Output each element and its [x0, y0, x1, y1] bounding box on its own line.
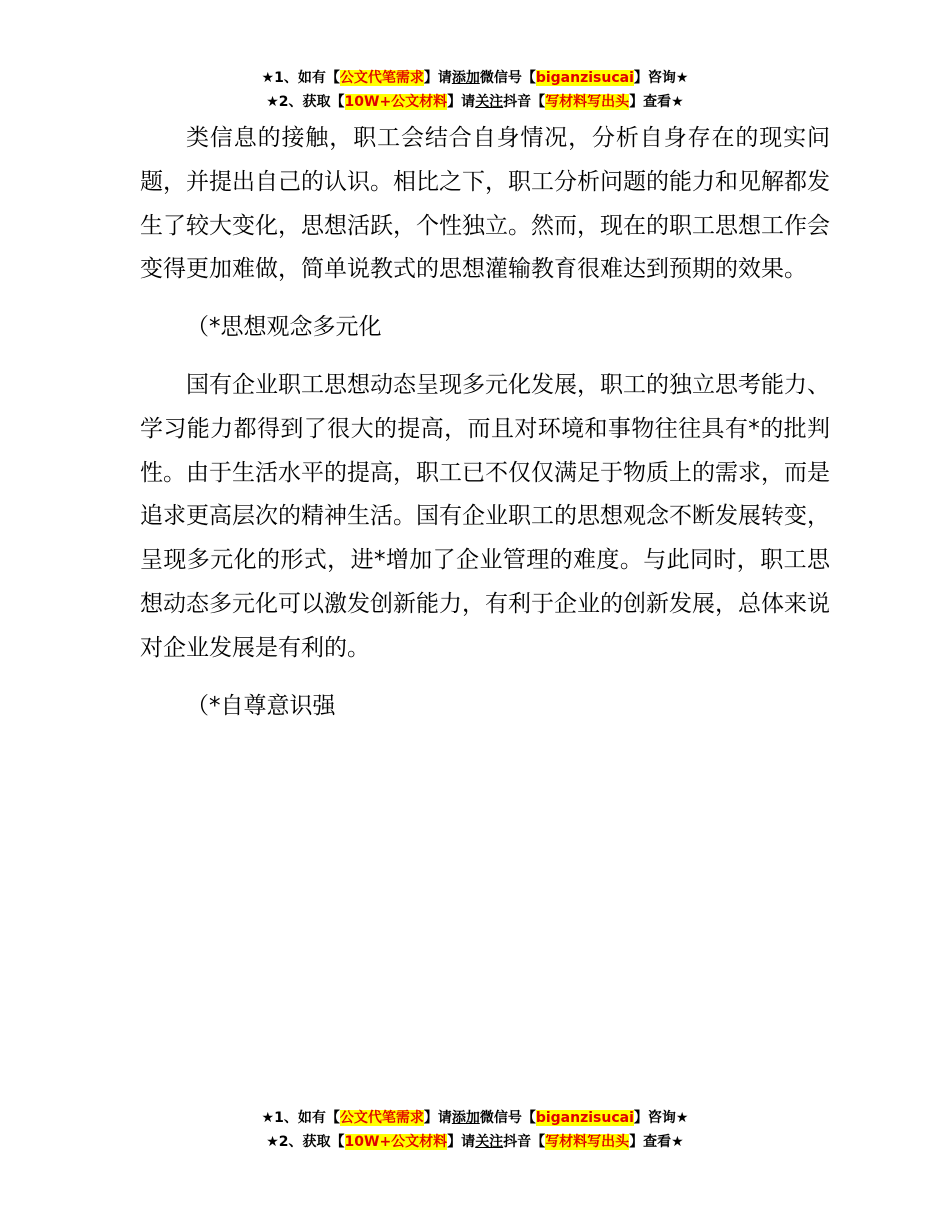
promo-text: 微信号【: [479, 70, 536, 86]
promo-text: 】查看★: [629, 1134, 684, 1150]
section-heading-diversified-thinking: （*思想观念多元化: [186, 314, 382, 341]
promo-line-2: [0, 90, 950, 114]
promo-highlight: 公文代笔需求: [339, 70, 424, 86]
promo-emphasis: 关注: [475, 1134, 504, 1150]
promo-text: 抖音【: [503, 1134, 546, 1150]
promo-line-1: [0, 66, 950, 90]
section-heading-self-esteem: （*自尊意识强: [186, 692, 336, 719]
promo-text: 微信号【: [479, 1110, 536, 1126]
promo-text: ★2、获取【: [266, 94, 345, 110]
promo-emphasis: 关注: [475, 94, 504, 110]
promo-emphasis: 添加: [451, 70, 480, 86]
promo-text: 】咨询★: [633, 70, 689, 86]
promo-text: ★2、获取【: [266, 1134, 345, 1150]
promo-emphasis: 添加: [451, 1110, 480, 1126]
promo-text: ★1、如有【: [261, 70, 340, 86]
promo-highlight: 公文代笔需求: [339, 1110, 424, 1126]
header-promo-banner: [0, 66, 950, 114]
promo-text: 】咨询★: [633, 1110, 689, 1126]
paragraph-1: 类信息的接触，职工会结合自身情况，分析自身存在的现实问题，并提出自己的认识。相比之下，职工分析问题的能力和见解都发生了较大变化，思想活跃，个性独立。然而，现在的职工思想工作会变得更加难做，简单说教式的思想灌输教育很难达到预期的效果。: [140, 125, 830, 283]
promo-douyin-id: 写材料写出头: [545, 1134, 630, 1150]
promo-highlight: 10W+公文材料: [344, 1134, 448, 1150]
document-body: [140, 117, 830, 728]
promo-text: 】请: [447, 1134, 476, 1150]
promo-highlight: 10W+公文材料: [344, 94, 448, 110]
promo-text: 】查看★: [629, 94, 684, 110]
promo-line-2: [0, 1130, 950, 1154]
promo-wechat-id: biganzisucai: [535, 70, 634, 86]
promo-douyin-id: 写材料写出头: [545, 94, 630, 110]
promo-text: 抖音【: [503, 94, 546, 110]
promo-line-1: [0, 1106, 950, 1130]
promo-text: 】请: [447, 94, 476, 110]
promo-wechat-id: biganzisucai: [535, 1110, 634, 1126]
promo-text: 】请: [423, 70, 452, 86]
footer-promo-banner: [0, 1106, 950, 1154]
paragraph-2: 国有企业职工思想动态呈现多元化发展，职工的独立思考能力、学习能力都得到了很大的提高，而且对环境和事物往往具有*的批判性。由于生活水平的提高，职工已不仅仅满足于物质上的需求，而是追求更高层次的精神生活。国有企业职工的思想观念不断发展转变，呈现多元化的形式，进*增加了企业管理的难度。与此同时，职工思想动态多元化可以激发创新能力，有利于企业的创新发展，总体来说对企业发展是有利的。: [140, 371, 830, 661]
promo-text: 】请: [423, 1110, 452, 1126]
promo-text: ★1、如有【: [261, 1110, 340, 1126]
